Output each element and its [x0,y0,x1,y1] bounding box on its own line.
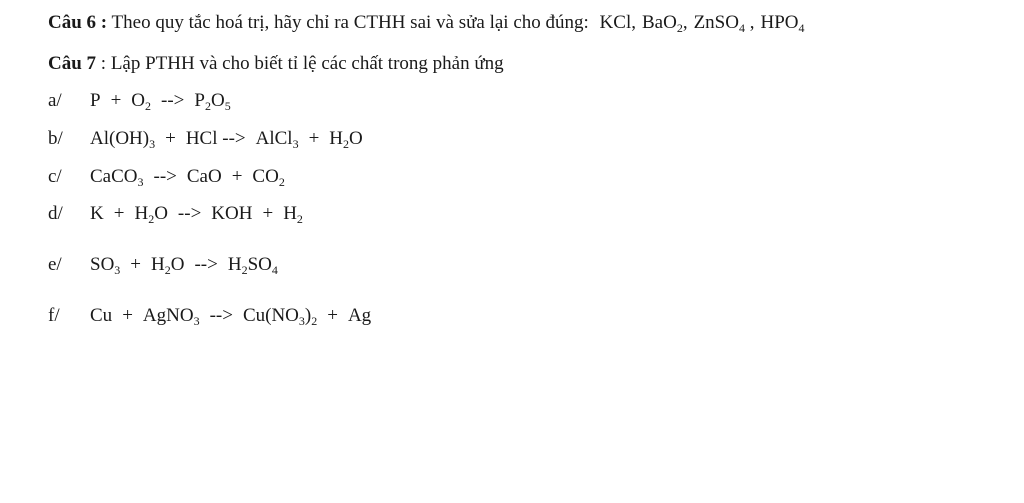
formula-text: P [194,90,205,111]
question-6 [48,12,804,34]
subscript: 4 [271,263,278,277]
chemical-formula [252,166,284,187]
formula-text: ZnSO [693,12,739,33]
subscript: 5 [224,99,231,113]
reaction-arrow [154,166,177,187]
formula-text: H [151,254,165,275]
formula-text: --> [194,254,218,275]
formula-text: --> [209,305,233,326]
chemical-formula [131,90,151,111]
formula-text: + [113,203,125,224]
formula-text: Cu(NO [242,305,299,326]
chemical-formula [194,90,230,111]
formula [642,12,688,33]
formula-text: H [329,128,344,149]
chemical-formula [134,203,167,224]
subscript: 3 [298,314,305,328]
question-7-text: : Lập PTHH và cho biết tỉ lệ các chất trong phản ứng [100,53,504,74]
formula-text: CaO [186,166,222,187]
subscript: 2 [148,212,155,226]
subscript: 2 [676,21,683,35]
equation-d [48,203,313,225]
formula-text: BaO [641,12,677,33]
subscript: 2 [204,99,211,113]
formula-text: P [90,90,101,111]
subscript: 2 [241,263,248,277]
plus-sign [114,203,125,224]
reaction-arrow [178,203,201,224]
chemical-formula [228,254,278,275]
formula-text: K [90,203,104,224]
formula-text: , [682,12,688,33]
chemical-formula [283,203,303,224]
question-6-text: Theo quy tắc hoá trị, hãy chỉ ra CTHH sai và sửa lại cho đúng: [111,12,589,33]
formula-text: O [131,90,146,111]
formula-text: + [308,128,320,149]
formula-text: KOH [211,203,253,224]
formula-text: O [349,128,363,149]
chemical-formula [90,90,101,111]
subscript: 3 [114,263,121,277]
chemical-formula [187,166,222,187]
plus-sign [327,305,338,326]
chemical-formula [151,254,184,275]
chemical-formula [348,305,371,326]
formula-text: , [631,12,636,33]
formula-text: Ag [347,305,372,326]
formula-text: + [327,305,338,326]
formula-text: CaCO [90,166,138,187]
chemical-formula [90,166,144,187]
formula-text: + [110,90,122,111]
formula-text: + [165,128,176,149]
equation-label: c/ [48,166,62,187]
chemical-formula [90,128,155,149]
formula-text: , [744,12,755,33]
subscript: 3 [137,175,144,189]
equation-c [48,166,295,188]
equation-f [48,305,381,327]
plus-sign [262,203,273,224]
chemical-formula [90,203,104,224]
chemical-formula [256,128,299,149]
formula-text: + [262,203,274,224]
formula-text: HCl --> [185,128,246,149]
question-7 [48,53,504,75]
reaction-arrow [194,254,217,275]
plus-sign [232,166,243,187]
subscript: 4 [738,21,745,35]
subscript: 2 [145,99,152,113]
formula-text: SO [90,254,115,275]
formula-text: H [283,203,297,224]
subscript: 2 [296,212,303,226]
plus-sign [111,90,122,111]
equation-label: b/ [48,128,63,149]
formula-text: CO [252,166,279,187]
subscript: 3 [149,137,156,151]
equation-label: a/ [48,90,62,111]
plus-sign [165,128,176,149]
formula-text: --> [177,203,202,224]
formula-text: + [231,166,243,187]
formula-text: O [170,254,185,275]
formula-text: + [130,254,142,275]
formula-text: H [134,203,149,224]
equation-e [48,254,288,276]
equation-label: e/ [48,254,62,275]
formula-text: + [122,305,133,326]
reaction-arrow [161,90,184,111]
subscript: 2 [343,137,350,151]
formula-text: Cu [90,305,113,326]
formula-text: O [210,90,225,111]
formula-text: H [227,254,242,275]
formula-text: --> [161,90,185,111]
equation-a [48,90,241,112]
subscript: 2 [311,314,318,328]
subscript: 2 [164,263,171,277]
formula [760,12,804,33]
plus-sign [309,128,320,149]
equation-b [48,128,373,150]
plus-sign [122,305,133,326]
formula-text: Al(OH) [90,128,150,149]
chemical-formula [90,254,120,275]
chemical-formula [329,128,362,149]
question-6-formulas [594,12,805,33]
formula-text: AlCl [255,128,293,149]
chemical-formula [186,128,246,149]
formula-text: --> [153,166,177,187]
equation-label: f/ [48,305,60,326]
formula-text: AgNO [142,305,194,326]
formula-text: KCl [599,12,632,33]
equation-label: d/ [48,203,63,224]
question-6-label: Câu 6 : [48,12,108,33]
formula-text: SO [247,254,272,275]
chemical-formula [90,305,112,326]
chemical-formula [143,305,200,326]
subscript: 4 [798,21,805,35]
formula-text: ) [304,305,312,326]
subscript: 3 [292,137,299,151]
subscript: 2 [278,175,285,189]
chemical-formula [211,203,252,224]
formula [600,12,636,33]
chemical-formula [243,305,317,326]
formula-text: HPO [760,12,799,33]
reaction-arrow [210,305,233,326]
subscript: 3 [193,314,200,328]
formula-text: O [154,203,168,224]
question-7-label: Câu 7 [48,53,97,74]
formula [694,12,755,33]
plus-sign [130,254,141,275]
